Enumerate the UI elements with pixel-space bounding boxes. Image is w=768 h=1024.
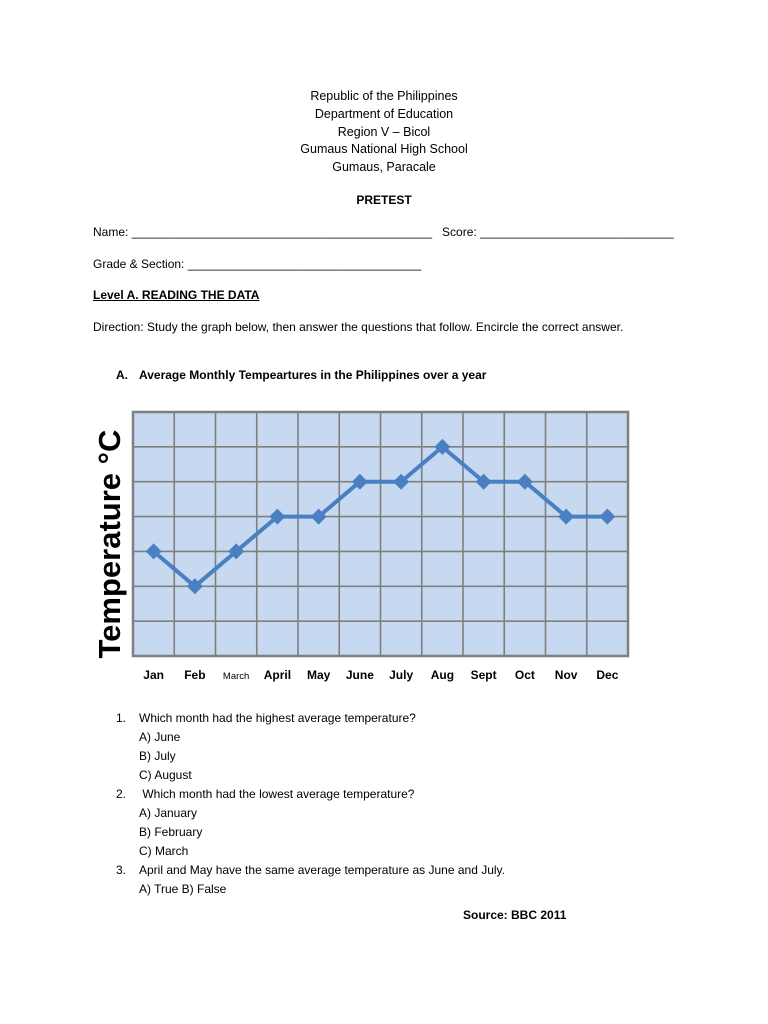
question-text: Which month had the highest average temperature? — [139, 711, 416, 725]
answer-option[interactable]: B) February — [139, 825, 203, 839]
header-line-republic: Republic of the Philippines — [310, 89, 458, 103]
x-tick-label: Oct — [514, 668, 535, 682]
score-label: Score: — [442, 225, 477, 239]
grade-blank: ___________________________________ — [187, 257, 422, 271]
x-tick-label: July — [389, 668, 414, 682]
x-tick-label: March — [222, 671, 250, 682]
x-tick-label: June — [345, 668, 374, 682]
answer-option[interactable]: C) August — [139, 768, 192, 782]
question-number: 2. — [116, 787, 127, 801]
question-text: April and May have the same average temperature as June and July. — [139, 863, 505, 877]
question-list — [116, 709, 505, 899]
page-title: PRETEST — [356, 193, 412, 207]
source-note: Source: BBC 2011 — [463, 908, 567, 922]
y-axis-label: Temperature °C — [92, 429, 127, 659]
question-3 — [116, 861, 505, 880]
x-tick-label: Aug — [430, 668, 455, 682]
header-line-school: Gumaus National High School — [300, 142, 468, 157]
header-line-department: Department of Education — [314, 106, 454, 121]
name-label: Name: — [93, 225, 129, 239]
header-line-region: Region V – Bicol — [337, 124, 431, 139]
name-blank: _____________________________________________ — [131, 225, 433, 239]
answer-option[interactable]: B) July — [139, 749, 176, 763]
score-blank: _____________________________ — [480, 225, 674, 239]
x-tick-label: Feb — [184, 668, 206, 682]
level-heading: Level A. READING THE DATA — [93, 288, 260, 302]
grade-label: Grade & Section: — [93, 257, 185, 271]
section-a-title: Average Monthly Tempeartures in the Philippines over a year — [139, 368, 487, 382]
x-tick-label: Jan — [143, 668, 164, 682]
x-tick-label: May — [306, 668, 331, 682]
question-2 — [116, 785, 505, 804]
answer-option[interactable]: A) June — [139, 730, 181, 744]
question-number: 3. — [116, 863, 127, 877]
question-number: 1. — [116, 711, 127, 725]
x-tick-label: April — [263, 668, 292, 682]
question-1 — [116, 709, 505, 728]
x-tick-label: Dec — [596, 668, 619, 682]
direction-text: Direction: Study the graph below, then answer the questions that follow. Encircle the correct answer. — [93, 320, 624, 334]
answer-option[interactable]: C) March — [139, 844, 189, 858]
section-a-letter: A. — [116, 368, 128, 382]
header-line-address: Gumaus, Paracale — [332, 160, 436, 175]
x-tick-label: Nov — [554, 668, 578, 682]
x-tick-label: Sept — [470, 668, 497, 682]
answer-option[interactable]: A) January — [139, 806, 198, 820]
question-text: Which month had the lowest average temperature? — [139, 787, 415, 801]
answer-option[interactable]: A) True B) False — [139, 882, 227, 896]
